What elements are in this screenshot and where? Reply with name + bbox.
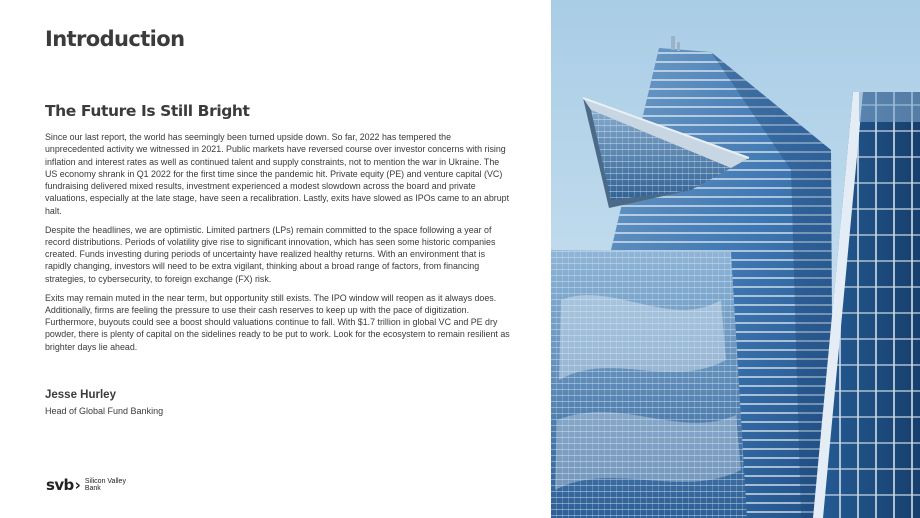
body-text xyxy=(45,131,511,360)
svb-logo xyxy=(46,474,126,496)
glass-block xyxy=(551,250,747,518)
logo-line-1: Silicon Valley xyxy=(84,477,126,485)
page-title: Introduction xyxy=(45,27,185,51)
logo-wordmark xyxy=(85,478,126,493)
logo-line-2: Bank xyxy=(84,485,101,492)
buildings-photo xyxy=(551,0,920,518)
section-subtitle: The Future Is Still Bright xyxy=(45,102,250,120)
paragraph: Since our last report, the world has seemingly been turned upside down. So far, 2022 has tempered the unprecedented activity we witnessed in 2021. Public markets have reversed course over investor concerns with rising inflation and interest rates as well as continued talent and supply constraints, not to mention the war in Ukraine. The US economy shrank in Q1 2022 for the first time since the pandemic hit. Private equity (PE) and venture capital (VC) fundraising delivered mixed results, investment experienced a modest slowdown across the board and private valuations, especially at the late stage, have seen a recalibration. Lastly, exits have slowed as IPOs came to an abrupt halt. xyxy=(45,132,510,216)
buildings-illustration xyxy=(551,0,920,518)
signature-role: Head of Global Fund Banking xyxy=(45,406,164,416)
logo-mark: svb xyxy=(46,476,74,494)
paragraph: Exits may remain muted in the near term, but opportunity still exists. The IPO window will reopen as it always does. Additionally, firms are feeling the pressure to use their cash reserves to keep up with the pace of digitization. Furthermore, buyouts could see a boost should valuations continue to fall. With $1.7 trillion in global VC and PE dry powder, there is plenty of capital on the sidelines ready to be put to work. Look for the ecosystem to remain resilient as brighter days lie ahead. xyxy=(45,292,510,352)
chevron-right-icon: › xyxy=(74,476,81,494)
signature-name: Jesse Hurley xyxy=(45,389,116,401)
paragraph: Despite the headlines, we are optimistic. Limited partners (LPs) remain committed to the space following a year of record distributions. Periods of volatility give rise to significant innovation, which has seen some historic companies created. Funds investing during periods of uncertainty have realized healthy returns. With an environment that is rapidly changing, investors will need to be extra vigilant, thinking about a broad range of factors, from financing strategies, to cybersecurity, to foreign exchange (FX) risk. xyxy=(45,224,496,284)
